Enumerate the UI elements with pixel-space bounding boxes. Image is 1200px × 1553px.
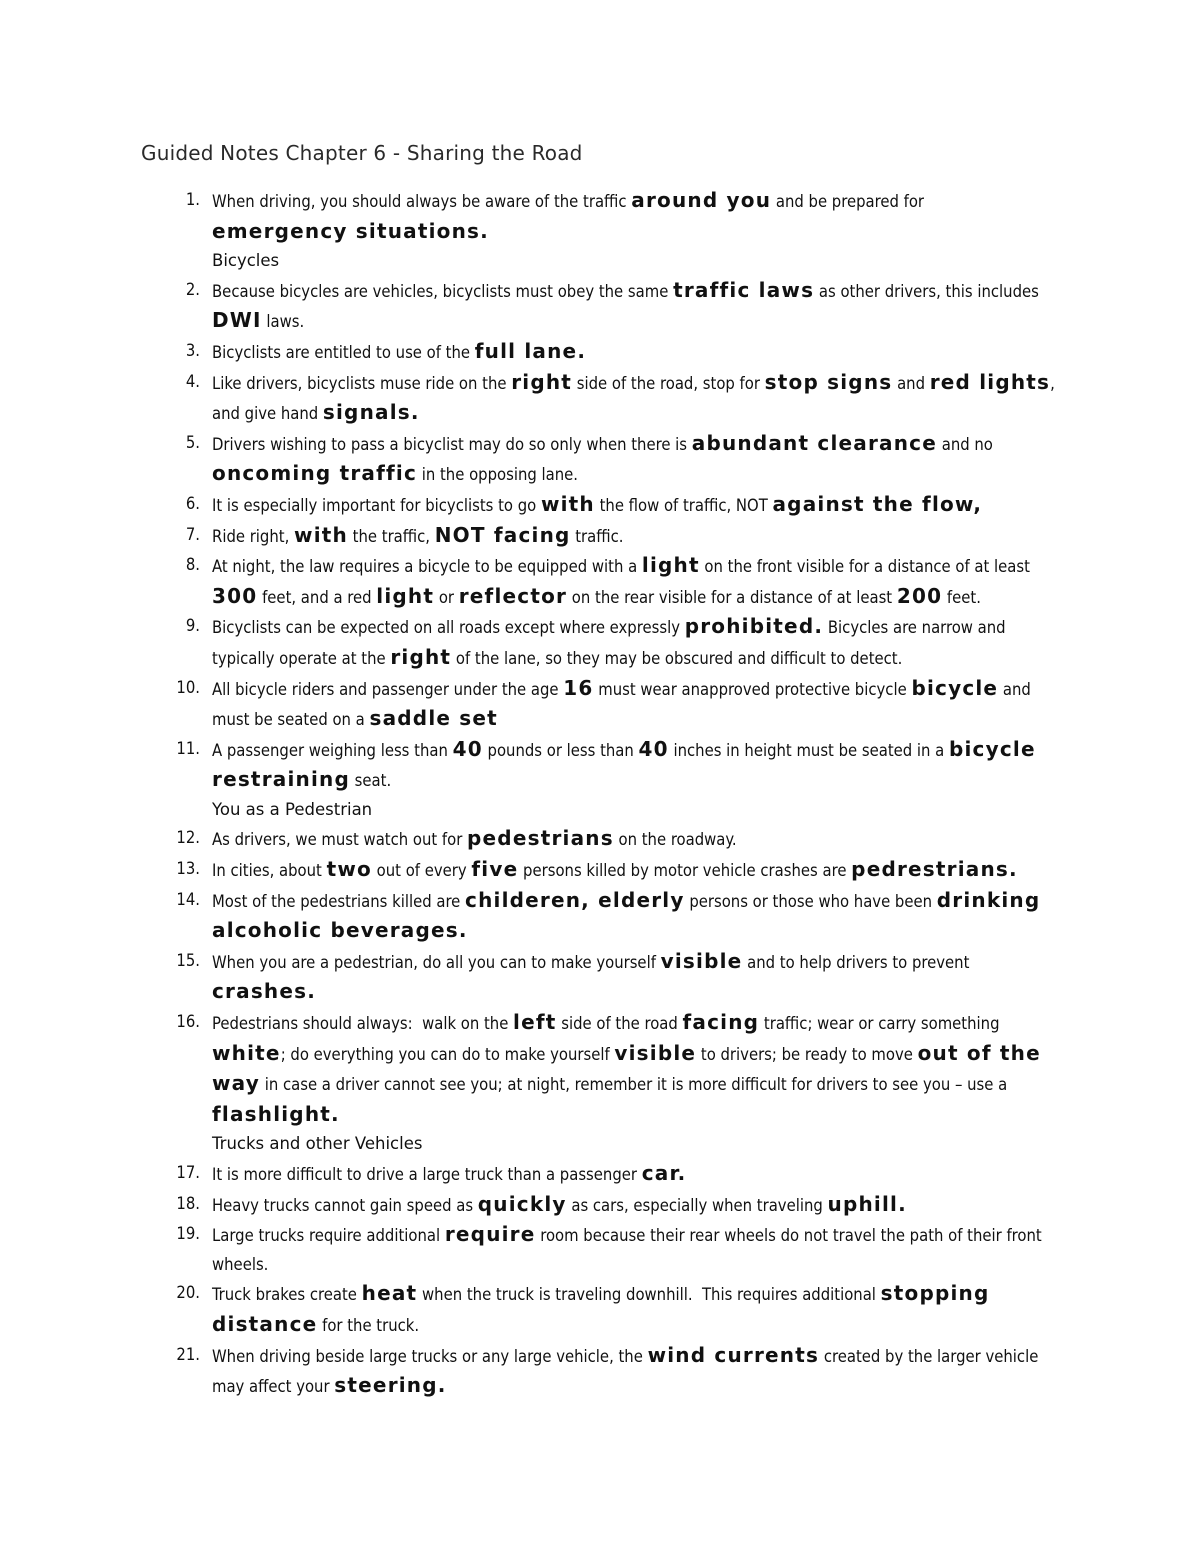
list-item bbox=[0, 1341, 1062, 1402]
item-number: 18. bbox=[176, 1193, 200, 1213]
list-item bbox=[0, 947, 1062, 1008]
answer-text: saddle set bbox=[369, 706, 498, 731]
answer-text: wind currents bbox=[647, 1342, 820, 1367]
answer-text: DWI bbox=[212, 308, 262, 333]
item-number: 7. bbox=[185, 524, 200, 544]
answer-text: NOT facing bbox=[434, 522, 571, 547]
prompt-text: as other drivers, this includes bbox=[814, 281, 1044, 301]
prompt-text: It is especially important for bicyclists to go bbox=[212, 495, 541, 515]
answer-text: car. bbox=[641, 1161, 687, 1185]
prompt-text: when the truck is traveling downhill. This requires additional bbox=[417, 1285, 881, 1305]
answer-text: oncoming traffic bbox=[212, 461, 418, 486]
item-number: 11. bbox=[176, 738, 200, 758]
prompt-text: All bicycle riders and passenger under the age bbox=[212, 679, 564, 699]
answer-text: with bbox=[540, 491, 595, 516]
answer-text: emergency situations. bbox=[212, 218, 489, 243]
list-item bbox=[0, 490, 1062, 521]
item-number: 15. bbox=[176, 950, 200, 970]
answer-text: traffic laws bbox=[673, 277, 815, 302]
list-item bbox=[0, 1220, 1062, 1279]
answer-text: visible bbox=[614, 1040, 697, 1065]
list-item bbox=[0, 429, 1062, 490]
answer-text: against the flow, bbox=[772, 491, 983, 516]
list-item bbox=[0, 521, 1062, 552]
item-number: 8. bbox=[185, 555, 200, 575]
item-number: 10. bbox=[176, 677, 200, 697]
answer-text: around you bbox=[631, 188, 772, 212]
prompt-text: traffic; wear or carry something bbox=[759, 1014, 1005, 1034]
answer-text: 300 bbox=[212, 583, 258, 608]
item-number: 9. bbox=[185, 616, 200, 636]
answer-text: flashlight. bbox=[212, 1101, 340, 1126]
prompt-text: or bbox=[434, 587, 459, 607]
prompt-text: as cars, especially when traveling bbox=[566, 1195, 828, 1215]
prompt-text: room because their rear wheels do not travel the path of their front wheels. bbox=[212, 1226, 1047, 1274]
prompt-text: must wear anapproved protective bicycle bbox=[593, 679, 912, 699]
list-item bbox=[0, 1159, 1062, 1190]
prompt-text: created by the larger vehicle may affect your bbox=[212, 1346, 1044, 1397]
prompt-text: for the truck. bbox=[317, 1315, 420, 1335]
prompt-text: on the front visible for a distance of at least bbox=[699, 557, 1035, 577]
list-item bbox=[0, 1279, 1062, 1340]
prompt-text: of the lane, so they may be obscured and difficult to detect. bbox=[451, 648, 903, 668]
answer-text: abundant clearance bbox=[691, 430, 938, 455]
section-heading: You as a Pedestrian bbox=[212, 799, 373, 819]
prompt-text: It is more difficult to drive a large truck than a passenger bbox=[212, 1165, 642, 1184]
answer-text: 40 bbox=[452, 736, 483, 761]
prompt-text: When driving beside large trucks or any large vehicle, the bbox=[212, 1346, 648, 1366]
prompt-text: In cities, about bbox=[212, 861, 327, 881]
item-number: 1. bbox=[185, 190, 200, 209]
prompt-text: seat. bbox=[349, 771, 392, 791]
prompt-text: persons or those who have been bbox=[684, 891, 937, 911]
prompt-text: the flow of traffic, NOT bbox=[594, 495, 773, 515]
item-number: 4. bbox=[185, 371, 200, 391]
prompt-text: traffic. bbox=[570, 526, 624, 546]
prompt-text: on the roadway. bbox=[613, 830, 737, 850]
prompt-text: Bicyclists are entitled to use of the bbox=[212, 342, 475, 362]
answer-text: stopping distance bbox=[212, 1281, 998, 1336]
answer-text: out of the way bbox=[212, 1040, 1050, 1096]
item-number: 14. bbox=[176, 889, 200, 909]
prompt-text: Pedestrians should always: walk on the bbox=[212, 1014, 514, 1034]
prompt-text: the traffic, bbox=[347, 526, 435, 546]
prompt-text: and bbox=[892, 373, 930, 393]
prompt-text: and to help drivers to prevent bbox=[742, 952, 975, 972]
prompt-text: At night, the law requires a bicycle to be equipped with a bbox=[212, 557, 642, 577]
prompt-text: and no bbox=[937, 434, 998, 454]
list-item bbox=[0, 551, 1062, 612]
answer-text: require bbox=[444, 1222, 536, 1247]
item-number: 17. bbox=[176, 1163, 200, 1182]
prompt-text: When driving, you should always be aware of the traffic bbox=[212, 192, 632, 211]
answer-text: light bbox=[376, 583, 435, 608]
prompt-text: and must be seated on a bbox=[212, 679, 1036, 730]
item-number: 5. bbox=[185, 432, 200, 452]
item-number: 20. bbox=[176, 1283, 200, 1303]
list-item bbox=[0, 337, 1062, 368]
prompt-text: to drivers; be ready to move bbox=[696, 1044, 918, 1064]
answer-text: red lights bbox=[929, 369, 1051, 394]
answer-text: left bbox=[513, 1010, 557, 1035]
answer-text: uphill. bbox=[827, 1191, 907, 1216]
answer-text: 40 bbox=[638, 736, 669, 761]
prompt-text: and be prepared for bbox=[771, 192, 929, 211]
section-heading: Bicycles bbox=[212, 251, 280, 271]
prompt-text: As drivers, we must watch out for bbox=[212, 830, 468, 850]
answer-text: drinking alcoholic beverages. bbox=[212, 887, 1049, 943]
prompt-text: , and give hand bbox=[212, 373, 1060, 424]
answer-text: light bbox=[641, 553, 700, 578]
answer-text: five bbox=[471, 857, 519, 882]
prompt-text: Truck brakes create bbox=[212, 1285, 362, 1305]
list-item bbox=[0, 735, 1062, 796]
prompt-text: pounds or less than bbox=[482, 740, 639, 760]
prompt-text: in the opposing lane. bbox=[417, 465, 578, 485]
answer-text: pedestrians bbox=[467, 826, 614, 851]
prompt-text: Bicycles are narrow and typically operate at the bbox=[212, 618, 1011, 668]
prompt-text: Like drivers, bicyclists muse ride on the bbox=[212, 373, 512, 393]
answer-text: bicycle bbox=[911, 675, 999, 700]
item-number: 12. bbox=[176, 828, 200, 848]
prompt-text: laws. bbox=[261, 312, 305, 332]
prompt-text: on the rear visible for a distance of at least bbox=[567, 587, 897, 607]
prompt-text: feet. bbox=[942, 587, 981, 607]
list-item bbox=[0, 186, 1062, 247]
list-item bbox=[0, 824, 1062, 855]
answer-text: reflector bbox=[458, 583, 568, 608]
list-item bbox=[0, 1008, 1062, 1130]
item-number: 19. bbox=[176, 1224, 200, 1244]
prompt-text: Bicyclists can be expected on all roads except where expressly bbox=[212, 618, 685, 638]
prompt-text: Because bicycles are vehicles, bicyclists must obey the same bbox=[212, 281, 674, 301]
prompt-text: out of every bbox=[371, 861, 472, 881]
list-item bbox=[0, 1190, 1062, 1221]
list-item bbox=[0, 368, 1062, 429]
prompt-text: persons killed by motor vehicle crashes are bbox=[518, 861, 852, 881]
notes-list bbox=[0, 186, 1200, 1402]
prompt-text: Large trucks require additional bbox=[212, 1226, 445, 1246]
answer-text: facing bbox=[682, 1010, 760, 1035]
answer-text: heat bbox=[361, 1281, 418, 1306]
answer-text: white bbox=[212, 1040, 281, 1065]
list-item bbox=[0, 612, 1062, 673]
answer-text: bicycle restraining bbox=[212, 736, 1044, 792]
answer-text: childeren, elderly bbox=[465, 887, 685, 912]
answer-text: two bbox=[326, 857, 372, 882]
answer-text: with bbox=[294, 522, 348, 547]
item-number: 13. bbox=[176, 859, 200, 879]
list-item bbox=[0, 674, 1062, 735]
list-item bbox=[0, 855, 1062, 886]
prompt-text: ; do everything you can do to make yourself bbox=[280, 1044, 615, 1064]
item-number: 21. bbox=[176, 1344, 200, 1364]
prompt-text: A passenger weighing less than bbox=[212, 740, 453, 760]
prompt-text: Most of the pedestrians killed are bbox=[212, 891, 466, 911]
answer-text: right bbox=[511, 369, 573, 394]
answer-text: signals. bbox=[322, 400, 420, 425]
answer-text: crashes. bbox=[212, 979, 317, 1004]
answer-text: quickly bbox=[477, 1191, 567, 1216]
answer-text: visible bbox=[660, 948, 743, 973]
prompt-text: inches in height must be seated in a bbox=[668, 740, 949, 760]
item-number: 16. bbox=[176, 1012, 200, 1032]
answer-text: stop signs bbox=[764, 369, 893, 394]
prompt-text: When you are a pedestrian, do all you can to make yourself bbox=[212, 952, 661, 972]
answer-text: steering. bbox=[334, 1373, 447, 1398]
item-number: 2. bbox=[185, 279, 200, 299]
page-title: Guided Notes Chapter 6 - Sharing the Road bbox=[141, 141, 583, 165]
item-number: 3. bbox=[185, 340, 200, 360]
prompt-text: feet, and a red bbox=[257, 587, 377, 607]
prompt-text: Drivers wishing to pass a bicyclist may do so only when there is bbox=[212, 434, 692, 454]
section-heading: Trucks and other Vehicles bbox=[212, 1134, 423, 1154]
answer-text: full lane. bbox=[474, 338, 587, 363]
prompt-text: side of the road, stop for bbox=[572, 373, 765, 393]
prompt-text: side of the road bbox=[556, 1014, 683, 1034]
prompt-text: in case a driver cannot see you; at night, remember it is more difficult for drivers to see you – use a bbox=[260, 1075, 1012, 1095]
answer-text: pedrestrians. bbox=[851, 857, 1018, 882]
answer-text: 200 bbox=[896, 583, 943, 608]
answer-text: right bbox=[390, 644, 452, 669]
answer-text: 16 bbox=[563, 675, 594, 700]
list-item bbox=[0, 276, 1062, 337]
prompt-text: Ride right, bbox=[212, 526, 295, 546]
prompt-text: Heavy trucks cannot gain speed as bbox=[212, 1195, 478, 1215]
list-item bbox=[0, 886, 1062, 947]
answer-text: prohibited. bbox=[684, 614, 824, 639]
item-number: 6. bbox=[185, 493, 200, 513]
